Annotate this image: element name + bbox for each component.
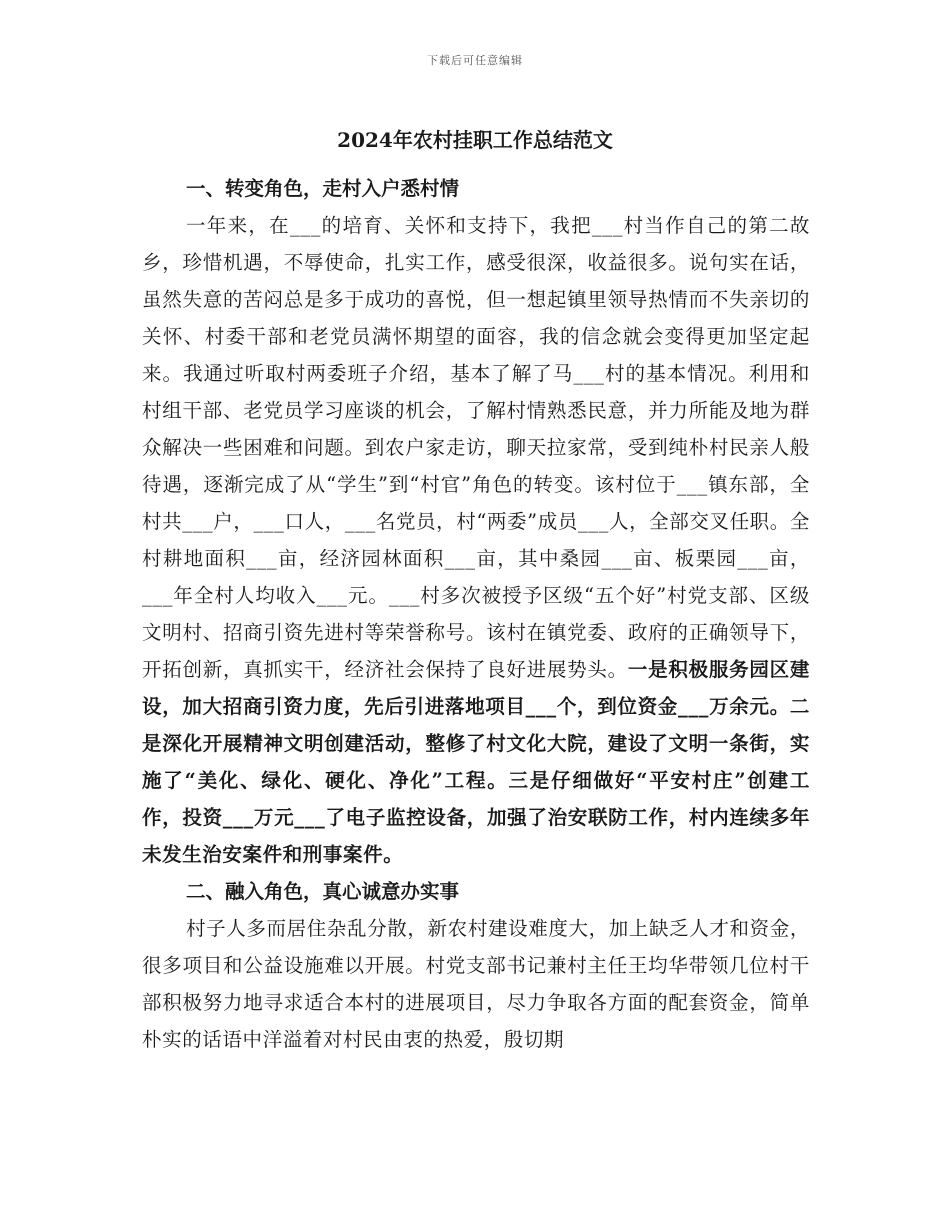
document-title: 2024年农村挂职工作总结范文 [337, 128, 613, 152]
section-2-paragraph [142, 910, 810, 1058]
section-1-text: 一年来，在___的培育、关怀和支持下，我把___村当作自己的第二故乡，珍惜机遇，不辱使命，扎实工作，感受很深，收益很多。说句实在话，虽然失意的苦闷总是多于成功的喜悦，但一想起镇里领导热情而不失亲切的关怀、村委干部和老党员满怀期望的面容，我的信念就会变得更加坚定起来。我通过听取村两委班子介绍，基本了解了马___村的基本情况。利用和村组干部、老党员学习座谈的机会，了解村情熟悉民意，并力所能及地为群众解决一些困难和问题。到农户家走访，聊天拉家常，受到纯朴村民亲人般待遇，逐渐完成了从“学生”到“村官”角色的转变。该村位于___镇东部，全村共___户，___口人，___名党员，村“两委”成员___人，全部交叉任职。全村耕地面积___亩，经济园林面积___亩，其中桑园___亩、板栗园___亩，___年全村人均收入___元。___村多次被授予区级“五个好”村党支部、区级文明村、招商引资先进村等荣誉称号。该村在镇党委、政府的正确领导下，开拓创新，真抓实干，经济社会保持了良好进展势头。 [142, 214, 810, 681]
document-body [142, 170, 810, 1058]
section-2-text: 村子人多而居住杂乱分散，新农村建设难度大，加上缺乏人才和资金，很多项目和公益设施难以开展。村党支部书记兼村主任王均华带领几位村干部积极努力地寻求适合本村的进展项目，尽力争取各方面的配套资金，简单朴实的话语中洋溢着对村民由衷的热爱，殷切期 [142, 917, 810, 1051]
section-1-paragraph [142, 207, 810, 873]
section-heading-2: 二、融入角色，真心诚意办实事 [186, 880, 460, 903]
section-1-bold-text: 一是积极服务园区建设，加大招商引资力度，先后引进落地项目___个，到位资金___万余元。二是深化开展精神文明创建活动，整修了村文化大院，建设了文明一条街，实施了“美化、绿化、硬化、净化”工程。三是仔细做好“平安村庄”创建工作，投资___万元___了电子监控设备，加强了治安联防工作，村内连续多年未发生治安案件和刑事案件。 [142, 658, 810, 866]
section-heading-1: 一、转变角色，走村入户悉村情 [186, 177, 460, 200]
page-header-note: 下载后可任意编辑 [427, 54, 523, 67]
